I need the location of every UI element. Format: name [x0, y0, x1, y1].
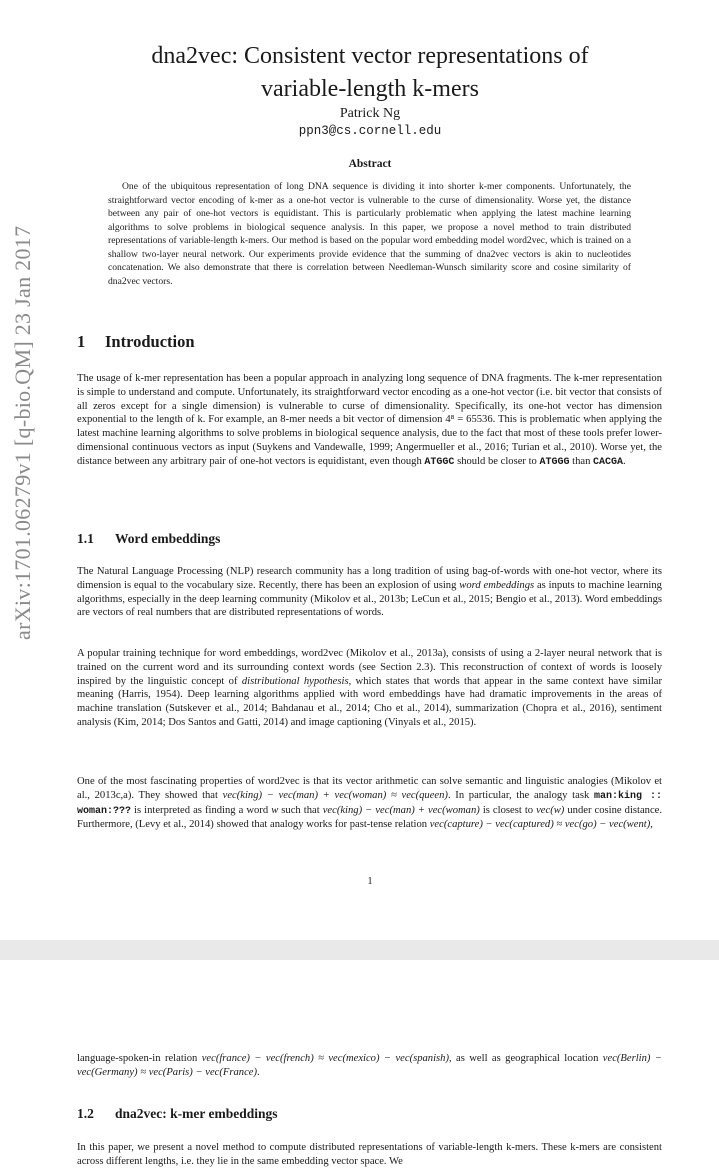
- paper-title-line-1: dna2vec: Consistent vector representations of: [151, 43, 589, 69]
- text-run: The usage of k-mer representation has been a popular approach in analyzing long sequence of DNA fragments. The k-mer representation is simple to understand and compute. Unfortunately, its straightforward vector encoding as a one-hot vector (i.e. bit vector that consists of all zeros except for a single dimension) is vulnerable to curse of dimensionality. Specifically, its one-hot vector has dimension exponential to the length of k. For example, an 8-mer needs a bit vector of dimension 4⁸ = 65536. This is problematic when applying the latest machine learning algorithms to solve problems in biological sequence analysis, due to the fact that most of these tools prefer lower-dimensional continuous vectors as input (Suykens and Vandewalle, 1999; Angermueller et al., 2016; Turian et al., 2010). Worse yet, the distance between any arbitrary pair of one-hot vectors is equidistant, even though: [77, 373, 662, 467]
- section-number: 1.2: [77, 1106, 94, 1121]
- analogy-code: man:king :: woman:???: [77, 790, 662, 817]
- section-number: 1.1: [77, 531, 94, 546]
- subsection-dna2vec-heading: [77, 1106, 278, 1122]
- arxiv-stamp: arXiv:1701.06279v1 [q-bio.QM] 23 Jan 2017: [10, 225, 35, 640]
- page-number: 1: [367, 876, 373, 887]
- author-name: Patrick Ng: [339, 106, 401, 121]
- emphasis: distributional hypothesis: [241, 675, 349, 687]
- text-run: under cosine distance. Furthermore, (Levy et al., 2014) showed that analogy works for past-tense relation: [77, 804, 663, 831]
- text-run: One of the most fascinating properties of word2vec is that its vector arithmetic can solve semantic and linguistic analogies (Mikolov et al., 2013c,a). They showed that: [77, 776, 662, 801]
- section-number: 1: [77, 332, 86, 351]
- math-expression: vec(king) − vec(man) + vec(woman) ≈ vec(queen): [222, 789, 448, 801]
- section-title: Introduction: [105, 332, 195, 351]
- word-embeddings-paragraph-3: [77, 775, 662, 832]
- abstract-text: One of the ubiquitous representation of long DNA sequence is dividing it into shorter k-mer components. Unfortunately, the straightforward vector encoding of k-mer as a one-hot vector is vulnerable to the curse of dimensionality. Worse yet, the distance between any pair of one-hot vectors is equidistant. This is particularly problematic when applying the latest machine learning algorithms to solve problems in biological sequence analysis. In this paper, we propose a novel method to train distributed representations of variable-length k-mers. Our method is based on the popular word embedding model word2vec, which is trained on a shallow two-layer neural network. Our experiments provide evidence that the summing of dna2vec vectors is akin to nucleotides concatenation. We also demonstrate that there is correlation between Needleman-Wunsch similarity score and cosine similarity of dna2vec vectors.: [108, 181, 631, 287]
- text-run: language-spoken-in relation: [77, 1053, 202, 1064]
- math-variable: w: [271, 804, 279, 816]
- paper-title-line-2: variable-length k-mers: [261, 76, 479, 102]
- math-expression: vec(king) − vec(man) + vec(woman): [322, 804, 480, 816]
- text-run: should be closer to: [454, 455, 540, 467]
- author-email: ppn3@cs.cornell.edu: [298, 124, 442, 138]
- word-embeddings-paragraph-1: [77, 565, 662, 620]
- kmer-code: CACGA: [593, 456, 624, 468]
- math-expression: vec(w): [536, 804, 565, 816]
- math-expression: vec(capture) − vec(captured) ≈ vec(go) − vec(went): [429, 819, 651, 831]
- text-run: . In particular, the analogy task: [447, 789, 594, 801]
- intro-paragraph: [77, 372, 662, 470]
- kmer-code: ATGGC: [424, 456, 455, 468]
- abstract-heading: Abstract: [348, 158, 392, 170]
- text-run: is interpreted as finding a word: [131, 804, 272, 816]
- text-run: , as well as geographical location: [449, 1053, 603, 1064]
- text-run: ,: [650, 819, 653, 831]
- text-run: is closest to: [479, 804, 537, 816]
- word-embeddings-paragraph-2: [77, 647, 662, 730]
- kmer-code: ATGGG: [539, 456, 570, 468]
- text-run: than: [569, 455, 594, 467]
- text-run: .: [257, 1066, 260, 1078]
- math-expression: vec(france) − vec(french) ≈ vec(mexico) − vec(spanish): [201, 1053, 449, 1064]
- emphasis: word embeddings: [459, 579, 535, 591]
- dna2vec-paragraph: In this paper, we present a novel method to compute distributed representations of variable-length k-mers. These k-mers are consistent across different lengths, i.e. they lie in the same embedding vector space. We: [77, 1142, 662, 1167]
- math-expression: vec(Berlin) − vec(Germany) ≈ vec(Paris) − vec(France): [77, 1053, 662, 1078]
- text-run: such that: [278, 804, 323, 816]
- text-run: .: [623, 455, 626, 467]
- text-run: , which states that words that appear in the same context have similar meaning (Harris, 1954). Deep learning algorithms applied with word embeddings have had dramatic improvements in the areas of machine translation (Sutskever et al., 2014; Bahdanau et al., 2014; Cho et al., 2014), summarization (Chopra et al., 2016), sentiment analysis (Kim, 2014; Dos Santos and Gatti, 2014) and image captioning (Vinyals et al., 2015).: [77, 675, 662, 728]
- subsection-word-embeddings-heading: [77, 531, 220, 547]
- text-run: The Natural Language Processing (NLP) research community has a long tradition of using bag-of-words with one-hot vector, where its dimension is equal to the vocabulary size. Recently, there has been an explosion of using: [77, 566, 662, 591]
- page-2-continuation-paragraph: [77, 1052, 662, 1080]
- section-title: Word embeddings: [115, 531, 221, 546]
- section-introduction-heading: [77, 332, 195, 352]
- text-run: as inputs to machine learning algorithms, especially in the deep learning community (Mikolov et al., 2013b; LeCun et al., 2015; Bengio et al., 2013). Word embeddings are vectors of real numbers that are distributed representations of words.: [77, 579, 662, 619]
- text-run: A popular training technique for word embeddings, word2vec (Mikolov et al., 2013a), consists of using a 2-layer neural network that is trained on the current word and its surrounding context words (see Section 2.3). This reconstruction of context of words is loosely inspired by the linguistic concept of: [77, 648, 662, 687]
- section-title: dna2vec: k-mer embeddings: [115, 1106, 278, 1121]
